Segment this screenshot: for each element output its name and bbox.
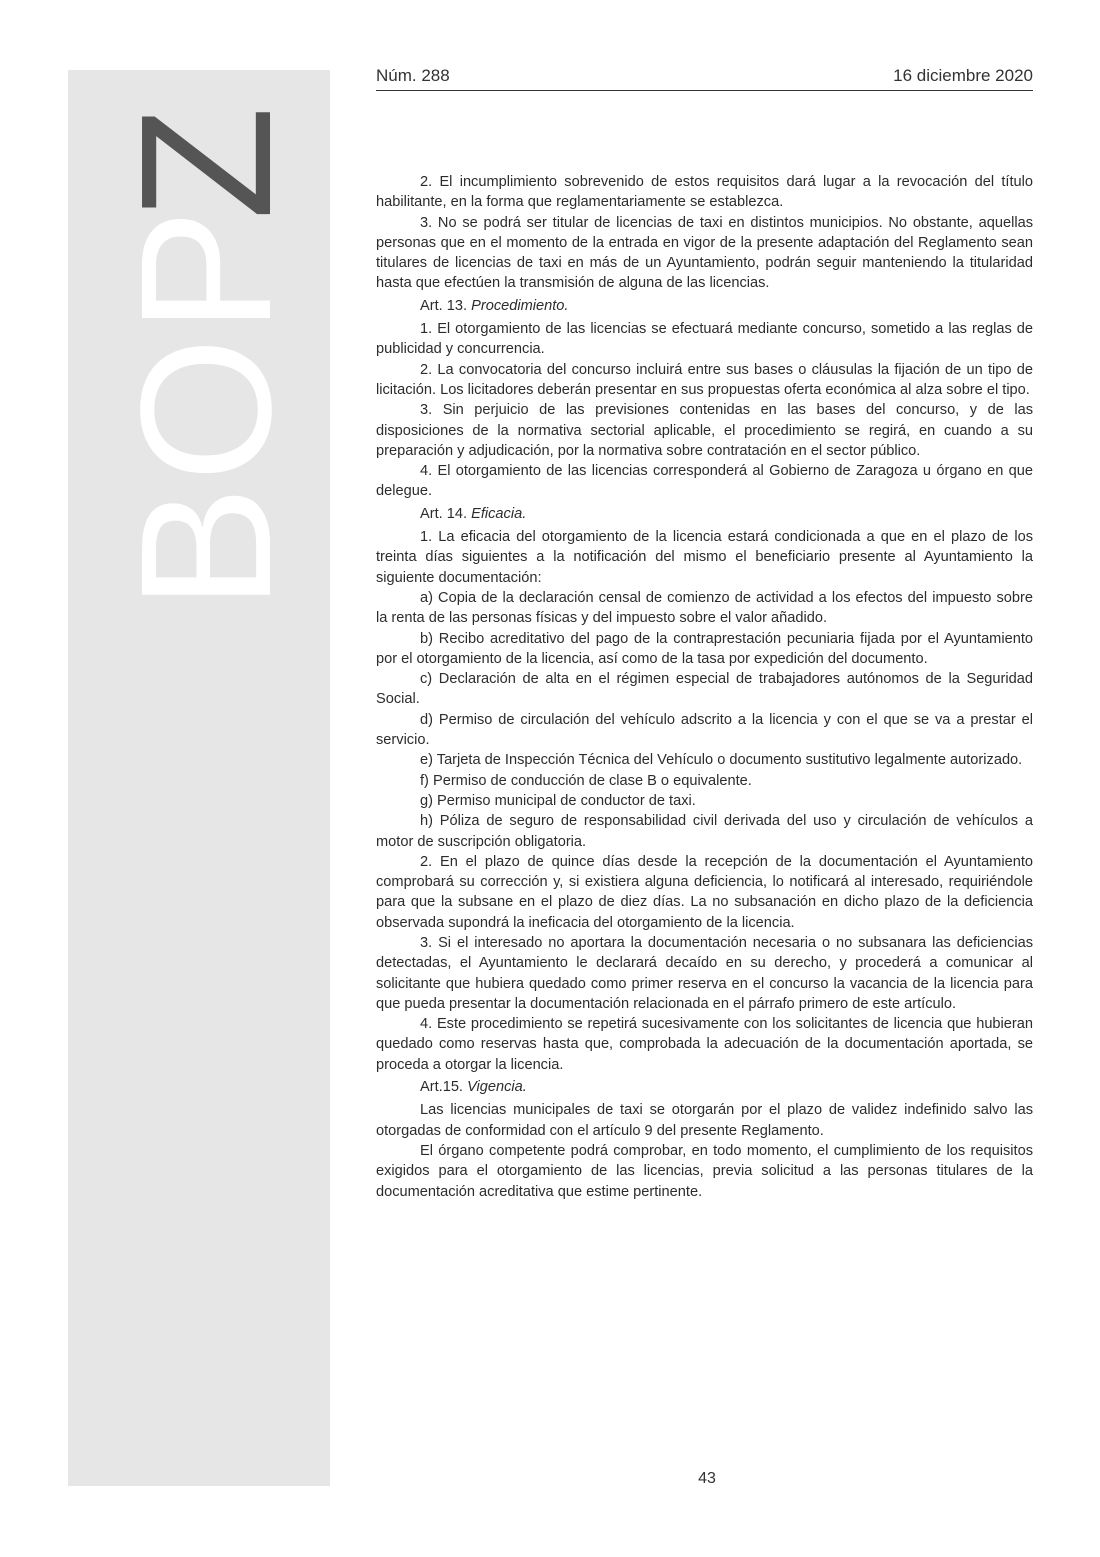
list-item: c) Declaración de alta en el régimen especial de trabajadores autónomos de la Seguridad Social. [376, 671, 1033, 708]
article-title: Procedimiento. [471, 297, 569, 314]
article-heading [376, 1077, 1033, 1097]
paragraph: 2. El incumplimiento sobrevenido de estos requisitos dará lugar a la revocación del título habilitante, en la forma que reglamentariamente se establezca. [376, 174, 1033, 211]
article-title: Eficacia. [471, 505, 527, 522]
article-label: Art. 13. [420, 297, 468, 314]
article-label: Art. 14. [420, 505, 468, 522]
article-heading [376, 296, 1033, 316]
paragraph: 1. La eficacia del otorgamiento de la licencia estará condicionada a que en el plazo de los treinta días siguientes a la notificación del mismo el beneficiario presente al Ayuntamiento la siguiente documentación: [376, 529, 1033, 586]
paragraph: 3. Si el interesado no aportara la documentación necesaria o no subsanara las deficiencias detectadas, el Ayuntamiento le declarará decaído en su derecho, y procederá a comunicar al solicitante que hubiera quedado como primer reserva en el concurso la vacancia de la licencia para que pueda presentar la documentación relacionada en el párrafo primero de este artículo. [376, 934, 1033, 1012]
logo-text-z: Z [103, 102, 310, 220]
article-label: Art.15. [420, 1079, 463, 1096]
logo-text-bop: BOP [103, 205, 310, 610]
paragraph: 4. Este procedimiento se repetirá sucesivamente con los solicitantes de licencia que hubieran quedado como reservas hasta que, comprobada la adecuación de la documentación aportada, se proceda a otorgar la licencia. [376, 1016, 1033, 1073]
list-item: e) Tarjeta de Inspección Técnica del Vehículo o documento sustitutivo legalmente autorizado. [420, 752, 1023, 769]
bulletin-number: Núm. 288 [376, 66, 450, 85]
paragraph: 4. El otorgamiento de las licencias corresponderá al Gobierno de Zaragoza u órgano en que delegue. [376, 463, 1033, 500]
page-header [376, 66, 1033, 91]
paragraph: 2. En el plazo de quince días desde la recepción de la documentación el Ayuntamiento comprobará su corrección y, si existiera alguna deficiencia, lo notificará al interesado, requiriéndole para que la subsane en el plazo de diez días. La no subsanación en dicho plazo de la deficiencia observada supondrá la ineficacia del otorgamiento de la licencia. [376, 853, 1033, 931]
article-title: Vigencia. [467, 1079, 527, 1096]
bopz-logo [68, 70, 330, 630]
article-heading [376, 504, 1033, 524]
list-item: d) Permiso de circulación del vehículo adscrito a la licencia y con el que se va a prestar el servicio. [376, 711, 1033, 749]
paragraph: El órgano competente podrá comprobar, en todo momento, el cumplimiento de los requisitos exigidos para el otorgamiento de las licencias, previa solicitud a las personas titulares de la documentación acreditativa que estime pertinente. [376, 1142, 1033, 1200]
document-body [376, 172, 1033, 1202]
page-number: 43 [698, 1470, 716, 1487]
paragraph: 3. No se podrá ser titular de licencias de taxi en distintos municipios. No obstante, aquellas personas que en el momento de la entrada en vigor de la presente adaptación del Reglamento sean titulares de licencias de taxi en más de un Ayuntamiento, podrán seguir manteniendo la titularidad hasta que efectúen la transmisión de alguna de las licencias. [376, 214, 1033, 292]
sidebar-band [68, 70, 330, 1486]
paragraph: 1. El otorgamiento de las licencias se efectuará mediante concurso, sometido a las reglas de publicidad y concurrencia. [376, 321, 1033, 358]
list-item: g) Permiso municipal de conductor de taxi. [420, 792, 696, 809]
paragraph: 2. La convocatoria del concurso incluirá entre sus bases o cláusulas la fijación de un tipo de licitación. Los licitadores deberán presentar en sus propuestas oferta económica al alza sobre el tipo. [376, 361, 1033, 398]
paragraph: Las licencias municipales de taxi se otorgarán por el plazo de validez indefinido salvo las otorgadas de conformidad con el artículo 9 del presente Reglamento. [376, 1102, 1033, 1139]
paragraph: 3. Sin perjuicio de las previsiones contenidas en las bases del concurso, y de las disposiciones de la normativa sectorial aplicable, el procedimiento se regirá, en cuando a su preparación y adjudicación, por la normativa sobre contratación en el sector público. [376, 402, 1033, 459]
list-item: f) Permiso de conducción de clase B o equivalente. [420, 772, 752, 789]
list-item: a) Copia de la declaración censal de comienzo de actividad a los efectos del impuesto sobre la renta de las personas físicas y del impuesto sobre el valor añadido. [376, 589, 1033, 627]
list-item: b) Recibo acreditativo del pago de la contraprestación pecuniaria fijada por el Ayuntamiento por el otorgamiento de la licencia, así como de la tasa por expedición del documento. [376, 630, 1033, 667]
bulletin-date: 16 diciembre 2020 [893, 66, 1033, 85]
list-item: h) Póliza de seguro de responsabilidad civil derivada del uso y circulación de vehículos a motor de suscripción obligatoria. [376, 813, 1033, 850]
